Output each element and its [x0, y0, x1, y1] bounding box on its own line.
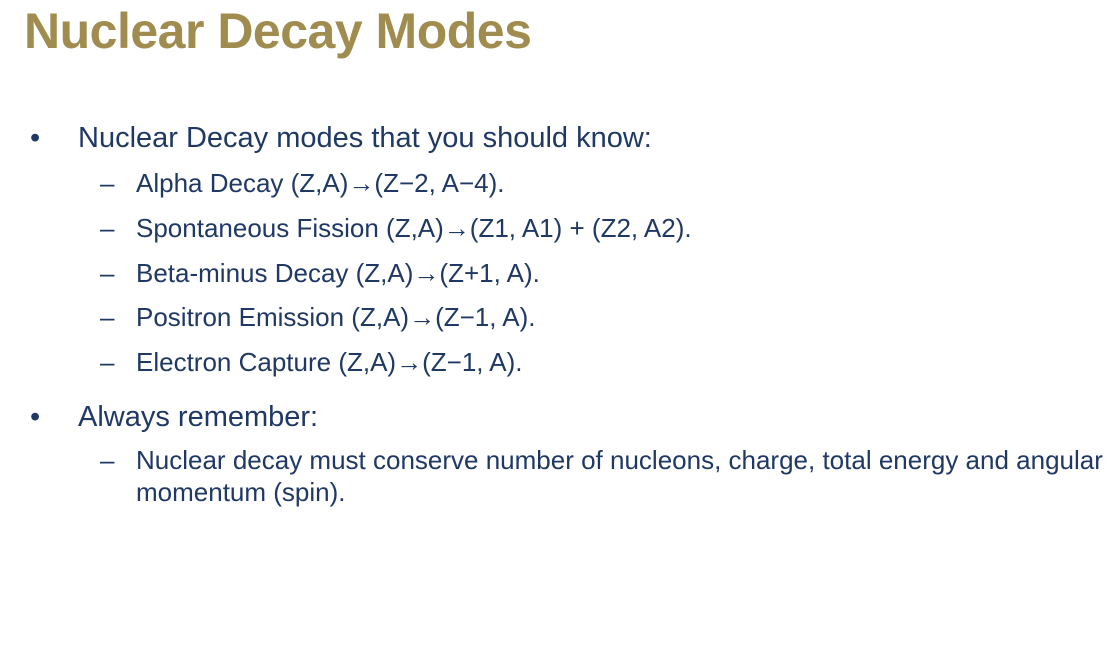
dash-glyph: –: [100, 257, 115, 288]
list-item-level2: [78, 347, 1118, 379]
list-item-label: Alpha Decay (Z,A)→(Z−2, A−4).: [136, 168, 505, 199]
dash-glyph: –: [100, 168, 115, 199]
sublist-remember: [78, 445, 1118, 508]
list-item-level2: [78, 258, 1118, 290]
list-item-label: Spontaneous Fission (Z,A)→(Z1, A1) + (Z2, A2).: [136, 212, 692, 243]
list-item-level2: [78, 168, 1118, 200]
list-item-label: Electron Capture (Z,A)→(Z−1, A).: [136, 347, 523, 378]
list-item-level2: [78, 445, 1118, 508]
list-item-label: Beta-minus Decay (Z,A)→(Z+1, A).: [136, 257, 540, 288]
dash-glyph: –: [100, 212, 115, 243]
dash-glyph: –: [100, 302, 115, 333]
slide-body-list: [0, 120, 1118, 513]
page-title: Nuclear Decay Modes: [24, 3, 532, 59]
dash-glyph: –: [100, 445, 115, 476]
list-item-level2: [78, 213, 1118, 245]
bullet-glyph: •: [30, 400, 41, 433]
list-item-label: Positron Emission (Z,A)→(Z−1, A).: [136, 302, 536, 333]
list-item-level2: [78, 302, 1118, 334]
sublist-decay-modes: [78, 168, 1118, 379]
list-item-level1: [0, 399, 1118, 509]
bullet-glyph: •: [30, 122, 41, 154]
list-item-label: Nuclear decay must conserve number of nucleons, charge, total energy and angular momentum (spin).: [136, 445, 1103, 507]
list-item-label: Nuclear Decay modes that you should know:: [78, 122, 652, 154]
dash-glyph: –: [100, 347, 115, 378]
list-item-level1: [0, 120, 1118, 379]
list-item-label: Always remember:: [78, 400, 319, 433]
section-spacer: [0, 383, 1118, 399]
